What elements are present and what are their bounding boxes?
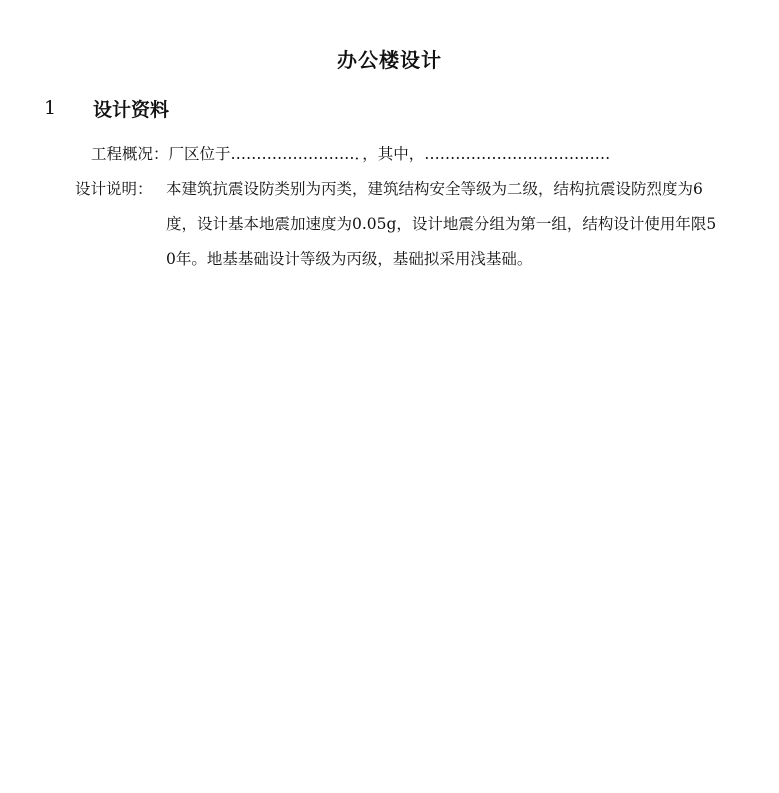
section-heading — [44, 94, 169, 122]
design-description-label: 设计说明： — [75, 180, 153, 198]
section-number: 1 — [44, 97, 57, 119]
section-title: 设计资料 — [93, 98, 170, 121]
design-description-text: 本建筑抗震设防类别为丙类，建筑结构安全等级为二级，结构抗震设防烈度为6度，设计基本地震加速度为0.05g，设计地震分组为第一组，结构设计使用年限50年。地基基础设计等级为丙级，基础拟采用浅基础。 — [166, 180, 717, 268]
project-overview-line: 工程概况：厂区位于……………………．，其中，……………………………… — [91, 145, 611, 163]
document-title: 办公楼设计 — [337, 48, 442, 72]
